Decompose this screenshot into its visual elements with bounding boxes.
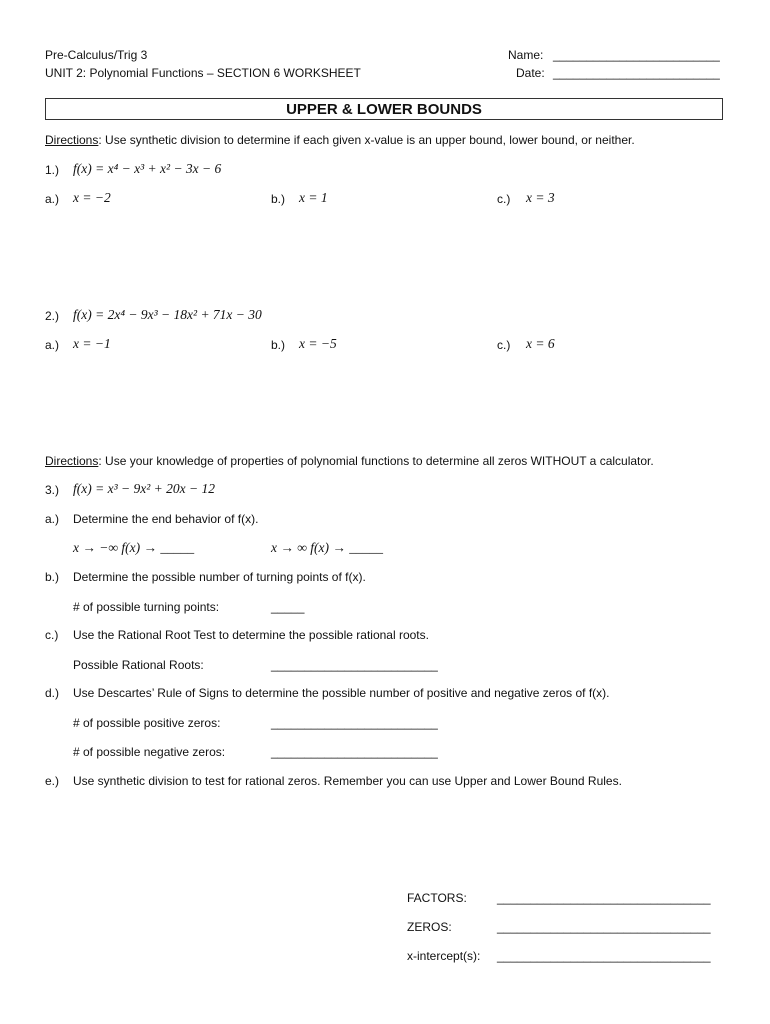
problem-1-number: 1.) <box>45 163 60 177</box>
positive-zeros-blank[interactable]: _________________________ <box>271 716 438 730</box>
end-behavior-right[interactable]: x → ∞ f(x) → _____ <box>271 540 383 555</box>
name-label: Name: <box>508 48 544 62</box>
problem-2c-label: c.) <box>497 338 511 352</box>
problem-1c-value: x = 3 <box>526 190 555 205</box>
problem-2b-value: x = −5 <box>299 336 337 351</box>
course-title: Pre-Calculus/Trig 3 <box>45 48 148 62</box>
turning-points-blank[interactable]: _____ <box>271 600 305 614</box>
part-d-label: d.) <box>45 686 60 700</box>
part-b-label: b.) <box>45 570 60 584</box>
zeros-blank[interactable]: ________________________________ <box>497 920 711 934</box>
problem-1a-value: x = −2 <box>73 190 111 205</box>
part-d-text: Use Descartes’ Rule of Signs to determine the possible number of positive and negative zeros of f(x). <box>73 686 610 700</box>
intercepts-blank[interactable]: ________________________________ <box>497 949 711 963</box>
part-c-label: c.) <box>45 628 59 642</box>
part-a-text: Determine the end behavior of f(x). <box>73 512 259 526</box>
worksheet-title: UPPER & LOWER BOUNDS <box>45 98 723 120</box>
problem-1a-label: a.) <box>45 192 60 206</box>
problem-1b-label: b.) <box>271 192 286 206</box>
part-e-text: Use synthetic division to test for rational zeros. Remember you can use Upper and Lower Bound Rules. <box>73 774 622 788</box>
zeros-label: ZEROS: <box>407 920 452 934</box>
directions-2-label: Directions <box>45 454 99 468</box>
factors-label: FACTORS: <box>407 891 467 905</box>
negative-zeros-label: # of possible negative zeros: <box>73 745 226 759</box>
rational-roots-blank[interactable]: _________________________ <box>271 658 438 672</box>
factors-blank[interactable]: ________________________________ <box>497 891 711 905</box>
directions-2 <box>45 454 654 468</box>
unit-title: UNIT 2: Polynomial Functions – SECTION 6 WORKSHEET <box>45 66 361 80</box>
problem-2-number: 2.) <box>45 309 60 323</box>
problem-2a-label: a.) <box>45 338 60 352</box>
positive-zeros-label: # of possible positive zeros: <box>73 716 221 730</box>
problem-2c-value: x = 6 <box>526 336 555 351</box>
rational-roots-label: Possible Rational Roots: <box>73 658 204 672</box>
turning-points-label: # of possible turning points: <box>73 600 220 614</box>
end-behavior-left[interactable]: x → −∞ f(x) → _____ <box>73 540 195 555</box>
directions-1-text: : Use synthetic division to determine if each given x-value is an upper bound, lower bound, or neither. <box>98 133 635 147</box>
negative-zeros-blank[interactable]: _________________________ <box>271 745 438 759</box>
directions-1-label: Directions <box>45 133 99 147</box>
name-blank[interactable]: _________________________ <box>553 48 720 62</box>
directions-1 <box>45 133 635 147</box>
problem-1b-value: x = 1 <box>299 190 328 205</box>
part-a-label: a.) <box>45 512 60 526</box>
directions-2-text: : Use your knowledge of properties of polynomial functions to determine all zeros WITHOUT a calculator. <box>98 454 654 468</box>
problem-1c-label: c.) <box>497 192 511 206</box>
problem-1-function: f(x) = x⁴ − x³ + x² − 3x − 6 <box>73 161 222 176</box>
part-b-text: Determine the possible number of turning points of f(x). <box>73 570 366 584</box>
problem-3-number: 3.) <box>45 483 60 497</box>
part-c-text: Use the Rational Root Test to determine the possible rational roots. <box>73 628 429 642</box>
problem-2-function: f(x) = 2x⁴ − 9x³ − 18x² + 71x − 30 <box>73 307 262 322</box>
problem-2b-label: b.) <box>271 338 286 352</box>
problem-3-function: f(x) = x³ − 9x² + 20x − 12 <box>73 481 215 496</box>
problem-2a-value: x = −1 <box>73 336 111 351</box>
date-label: Date: <box>516 66 545 80</box>
part-e-label: e.) <box>45 774 60 788</box>
intercepts-label: x-intercept(s): <box>407 949 481 963</box>
date-blank[interactable]: _________________________ <box>553 66 720 80</box>
